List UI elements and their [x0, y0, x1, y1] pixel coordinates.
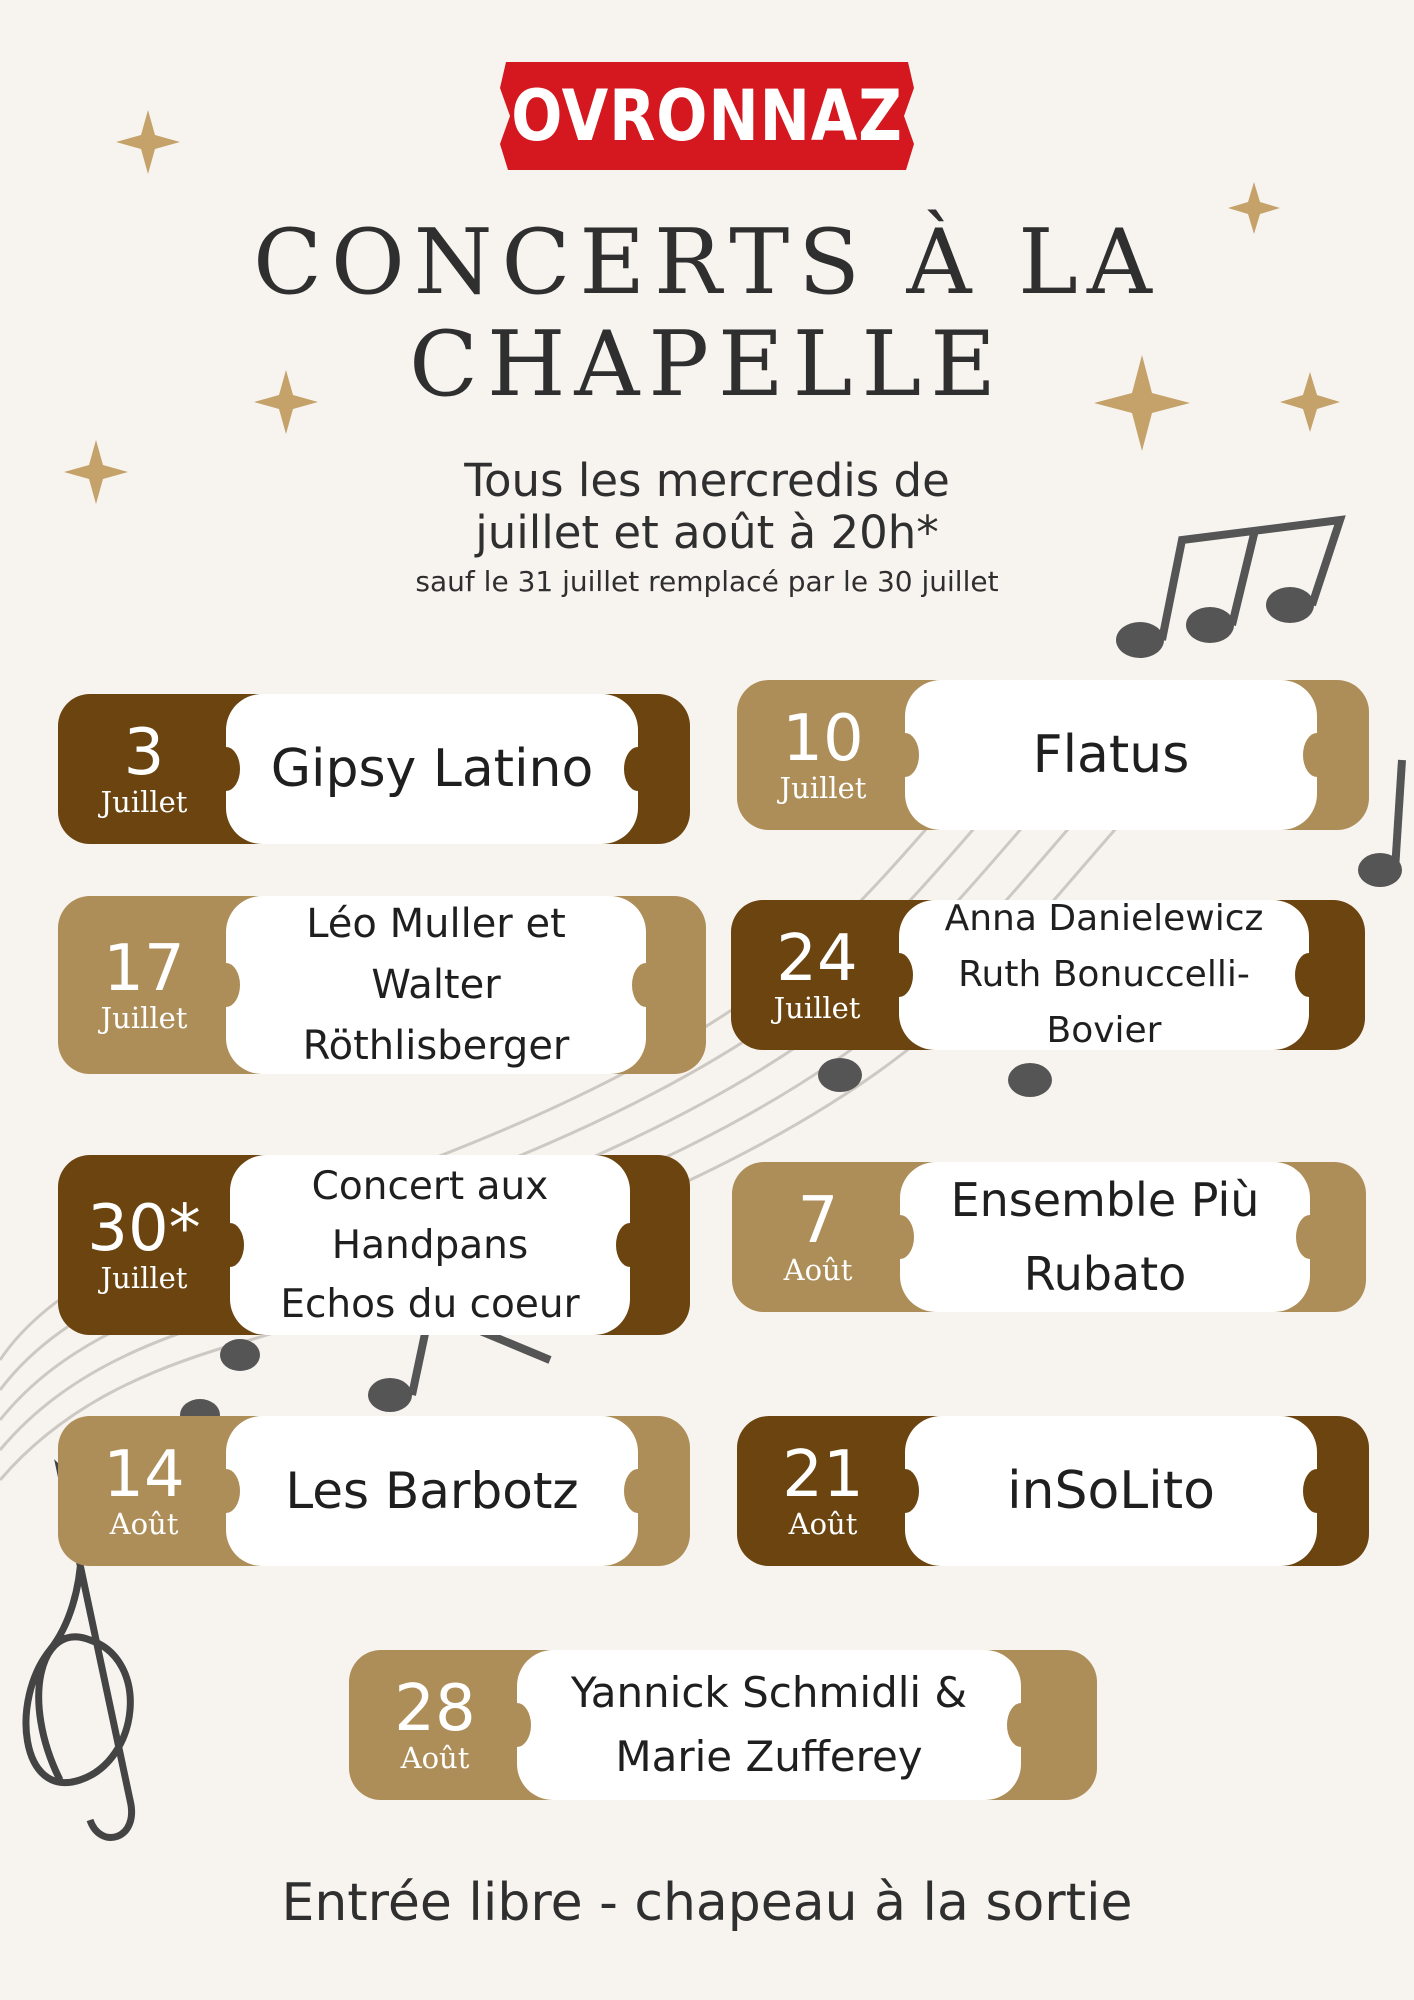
ticket-day: 24	[776, 922, 858, 996]
concert-ticket	[58, 1416, 690, 1566]
ticket-card	[905, 680, 1317, 830]
ticket-month: Juillet	[100, 1001, 188, 1035]
ticket-date	[58, 1416, 230, 1566]
ticket-month: Août	[783, 1253, 853, 1287]
ticket-date	[731, 900, 903, 1050]
title-line-2: CHAPELLE	[409, 312, 1005, 417]
ticket-day: 7	[797, 1184, 839, 1258]
ticket-month: Août	[109, 1507, 179, 1541]
ticket-day: 28	[394, 1672, 476, 1746]
ticket-card	[517, 1650, 1021, 1800]
ticket-card	[226, 1416, 638, 1566]
ovronnaz-logo	[496, 58, 918, 174]
ticket-day: 14	[103, 1438, 185, 1512]
concert-ticket	[737, 680, 1369, 830]
concert-ticket	[58, 896, 706, 1074]
ticket-month: Août	[400, 1741, 470, 1775]
concert-name: Gipsy Latino	[270, 739, 594, 799]
logo-text: OVRONNAZ	[511, 75, 903, 157]
ticket-date	[58, 694, 230, 844]
concert-ticket	[731, 900, 1365, 1050]
ticket-day: 30*	[87, 1192, 201, 1266]
concert-ticket	[58, 694, 690, 844]
concert-name: inSoLito	[1007, 1461, 1215, 1521]
concert-name: Les Barbotz	[285, 1462, 579, 1520]
subtitle-line-2: juillet et août à 20h*	[475, 506, 939, 559]
schedule-subtitle	[300, 455, 1114, 559]
ticket-card	[226, 896, 646, 1074]
concert-name: Anna Danielewicz Ruth Bonuccelli- Bovier	[944, 898, 1264, 1051]
ticket-date	[732, 1162, 904, 1312]
ticket-month: Juillet	[779, 771, 867, 805]
concert-ticket	[349, 1650, 1097, 1800]
ticket-day: 10	[782, 702, 864, 776]
ticket-month: Juillet	[773, 991, 861, 1025]
concert-ticket	[737, 1416, 1369, 1566]
footer-note: Entrée libre - chapeau à la sortie	[281, 1873, 1133, 1933]
ticket-card	[230, 1155, 630, 1335]
concert-name: Léo Muller et Walter Röthlisberger	[302, 900, 570, 1069]
ticket-card	[899, 900, 1309, 1050]
ticket-day: 21	[782, 1438, 864, 1512]
ticket-card	[900, 1162, 1310, 1312]
schedule-note: sauf le 31 juillet remplacé par le 30 juillet	[415, 565, 999, 598]
ticket-month: Juillet	[100, 785, 188, 819]
concert-name: Ensemble Più Rubato	[950, 1173, 1260, 1301]
ticket-card	[905, 1416, 1317, 1566]
ticket-card	[226, 694, 638, 844]
concert-name: Yannick Schmidli & Marie Zufferey	[570, 1668, 968, 1781]
ticket-day: 17	[103, 932, 185, 1006]
ticket-date	[58, 896, 230, 1074]
ticket-date	[349, 1650, 521, 1800]
ticket-month: Août	[788, 1507, 858, 1541]
ticket-date	[737, 1416, 909, 1566]
title-line-1: CONCERTS À LA	[253, 210, 1161, 315]
ticket-date	[737, 680, 909, 830]
concert-ticket	[58, 1155, 690, 1335]
subtitle-line-1: Tous les mercredis de	[464, 454, 950, 507]
page-title	[200, 212, 1214, 416]
ticket-date	[58, 1155, 230, 1335]
concert-name: Concert aux Handpans Echos du coeur	[280, 1163, 580, 1327]
ticket-day: 3	[123, 716, 165, 790]
concert-ticket	[732, 1162, 1366, 1312]
ticket-month: Juillet	[100, 1261, 188, 1295]
concert-name: Flatus	[1032, 725, 1190, 785]
